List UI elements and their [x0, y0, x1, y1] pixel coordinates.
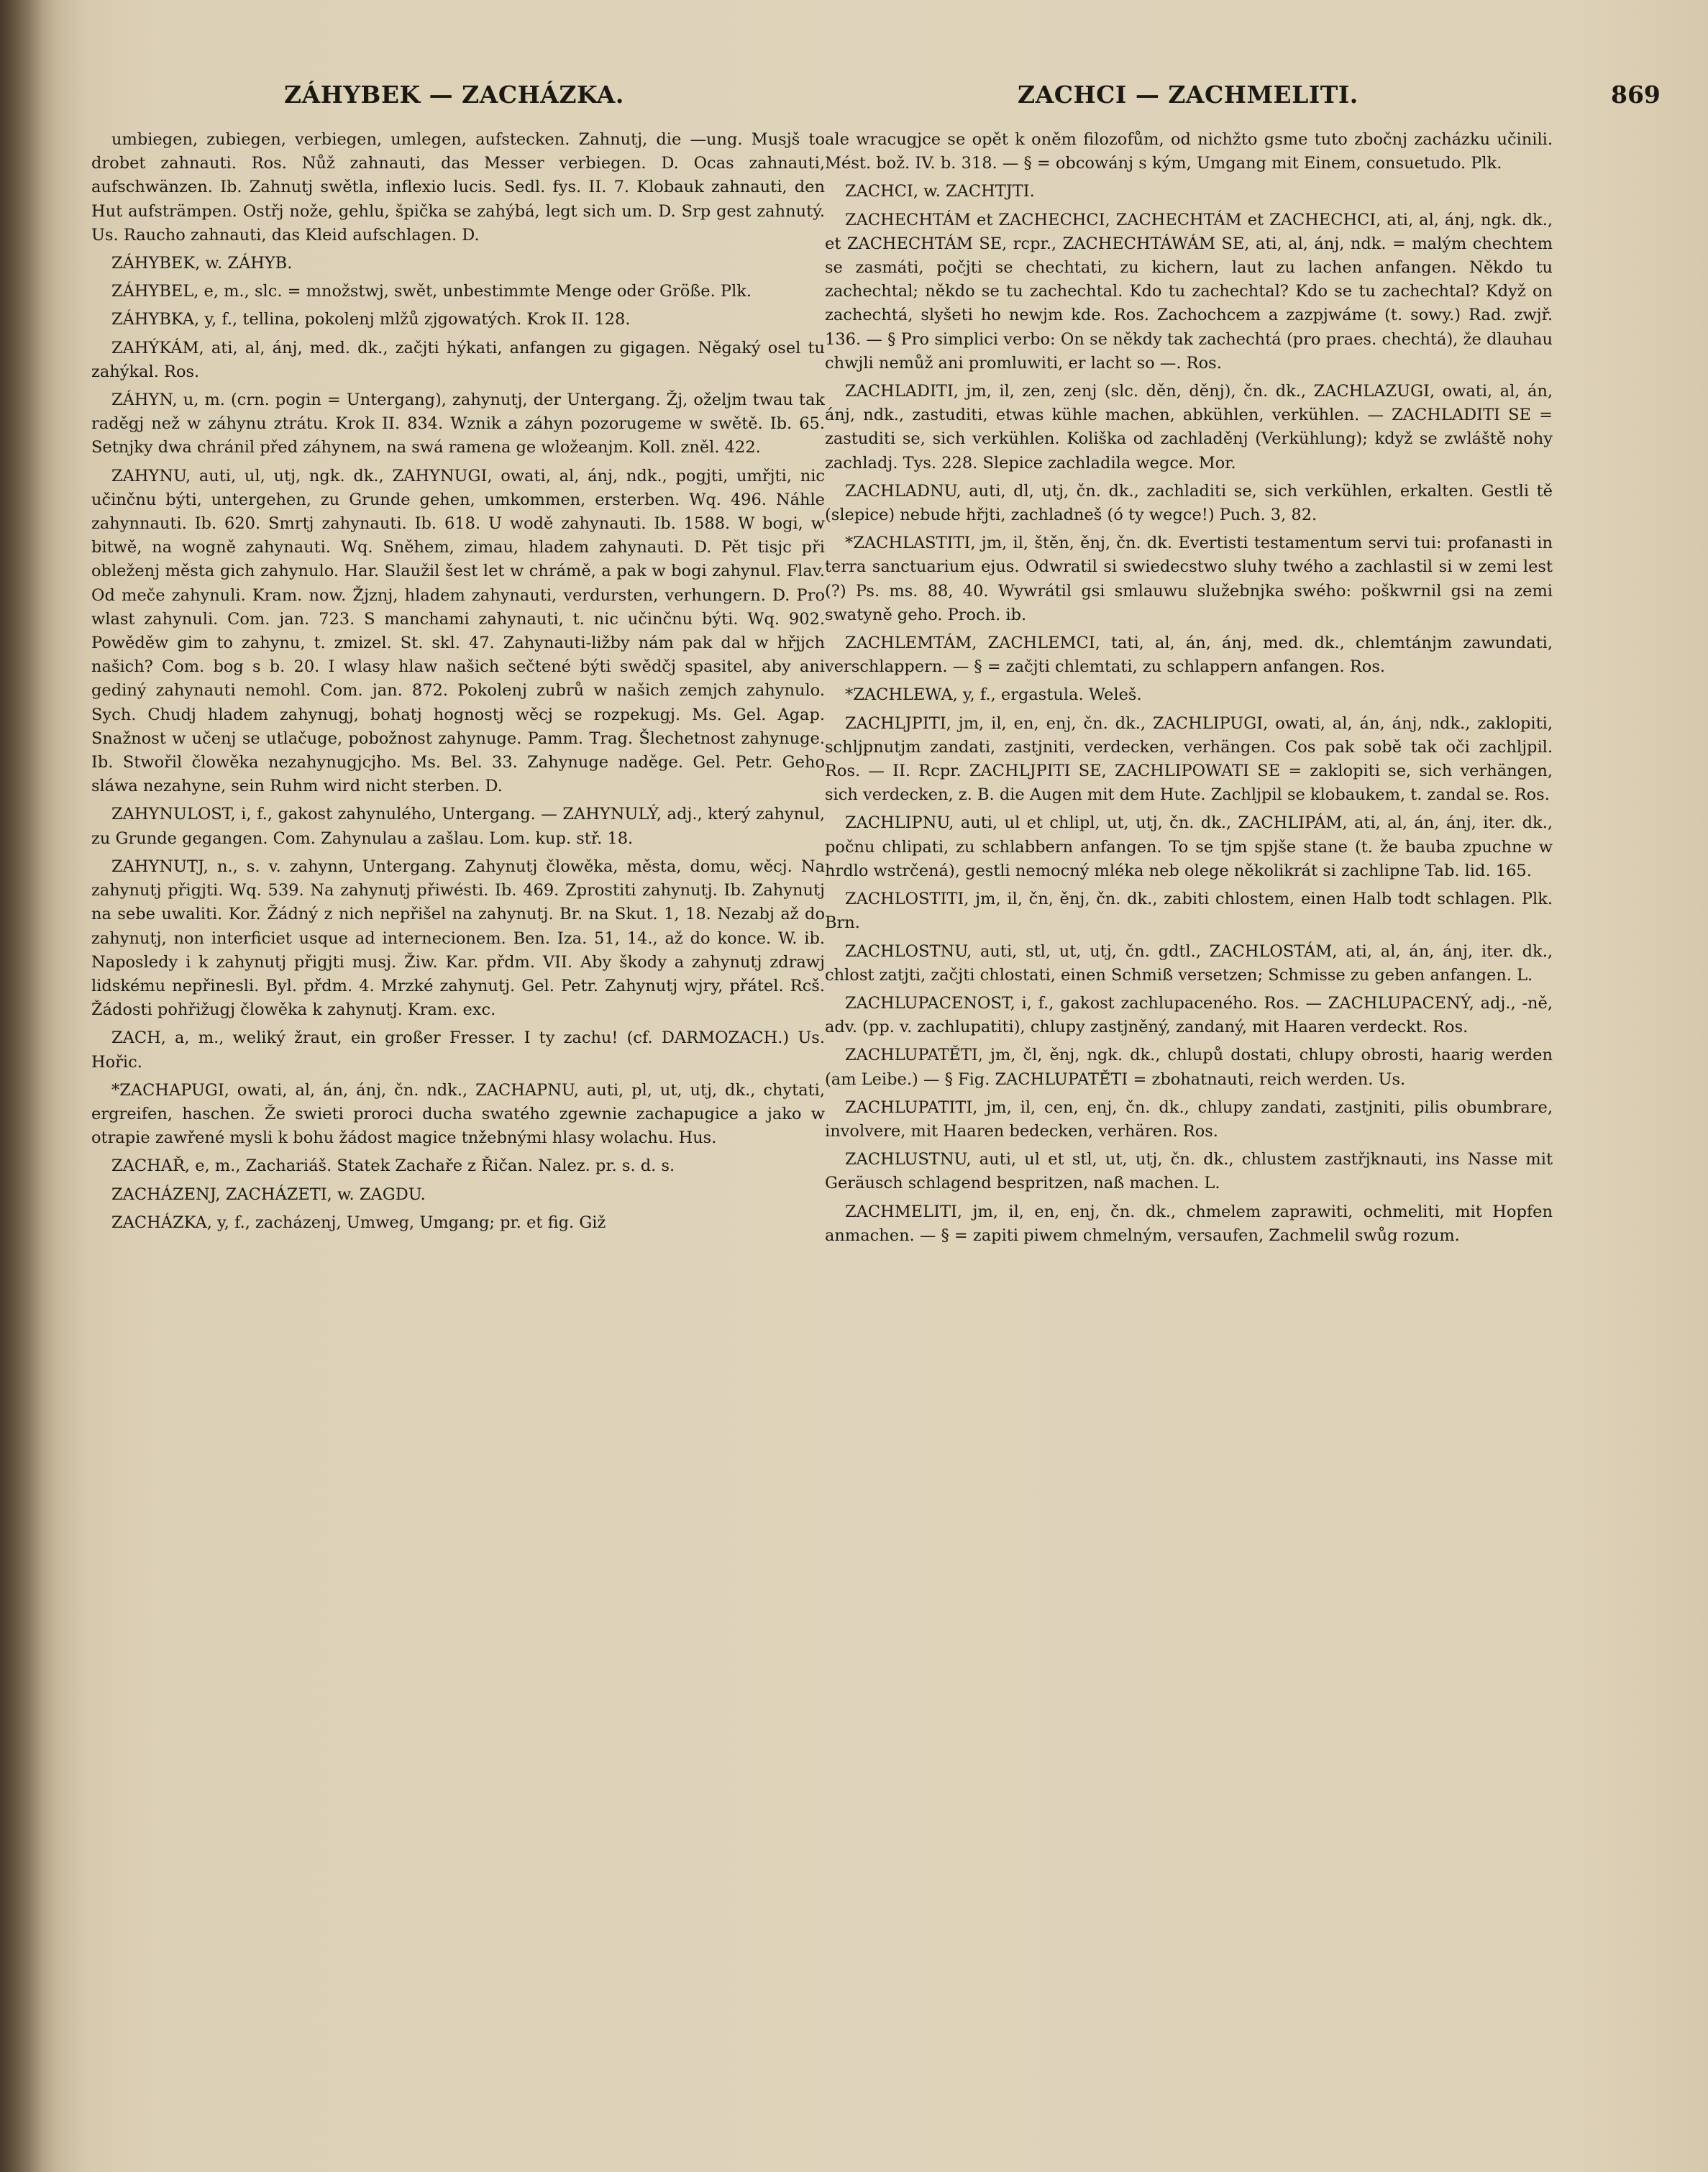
dictionary-entry: ZACHAŘ, e, m., Zachariáš. Statek Zachaře z Řičan. Nalez. pr. s. d. s. [111, 1156, 675, 1176]
dictionary-entry: ZACHLOSTITI, jm, il, čn, ěnj, čn. dk., zabiti chlostem, einen Halb todt schlagen. Plk. Brn. [825, 890, 1553, 933]
dictionary-entry: ZÁHYN, u, m. (crn. pogin = Untergang), zahynutj, der Untergang. Žj, oželjm twau tak raděgj než w záhynu ztrátu. Krok II. 834. Wznik a záhyn pozorugeme w swětě. Ib. 65. Setnjky dwa chránil před záhynem, na swá ramena ge wložeanjm. Koll. zněl. 422. [91, 391, 825, 457]
dictionary-entry: ZACHLUPACENOST, i, f., gakost zachlupaceného. Ros. — ZACHLUPACENÝ, adj., -ně, adv. (pp. v. zachlupatiti), chlupy zastjněný, zandaný, mit Haaren verdeckt. Ros. [825, 993, 1553, 1037]
dictionary-entry: *ZACHAPUGI, owati, al, án, ánj, čn. ndk., ZACHAPNU, auti, pl, ut, utj, dk., chytati, ergreifen, haschen. Že swieti proroci ducha swatého zgewnie zachapugice a jako w otrapie zawřené mysli k bohu žádost magice tnžebnými hlasy wolachu. Hus. [91, 1080, 825, 1148]
dictionary-entry: ZACHLOSTNU, auti, stl, ut, utj, čn. gdtl., ZACHLOSTÁM, ati, al, án, ánj, iter. dk., chlost zatjti, začjti chlostati, einen Schmiß versetzen; Schmisse zu geben anfangen. L. [825, 941, 1553, 985]
dictionary-entry: ZACHLEMTÁM, ZACHLEMCI, tati, al, án, ánj, med. dk., chlemtánjm zawundati, verschlappern. — § = začjti chlemtati, zu schlappern anfangen. Ros. [825, 634, 1553, 677]
dictionary-entry: ZAHÝKÁM, ati, al, ánj, med. dk., začjti hýkati, anfangen zu gigagen. Něgaký osel tu zahýkal. Ros. [91, 338, 825, 381]
dictionary-entry: ZACHMELITI, jm, il, en, enj, čn. dk., chmelem zaprawiti, ochmeliti, mit Hopfen anmachen. — § = zapiti piwem chmelným, versaufen, Zachmelil swůg rozum. [825, 1202, 1553, 1245]
dictionary-entry: ZACHLADITI, jm, il, zen, zenj (slc. děn, děnj), čn. dk., ZACHLAZUGI, owati, al, án, ánj, ndk., zastuditi, etwas kühle machen, abkühlen, verkühlen. — ZACHLADITI SE = zastuditi se, sich verkühlen. Koliška od zachladěnj (Verkühlung); když se zwláště nohy zachladj. Tys. 228. Slepice zachladila wegce. Mor. [825, 382, 1553, 473]
right-column [825, 128, 1553, 2142]
dictionary-entry: ZÁHYBEK, w. ZÁHYB. [111, 254, 293, 273]
left-column [91, 128, 825, 2142]
dictionary-entry: ZACHÁZENJ, ZACHÁZETI, w. ZAGDU. [111, 1185, 426, 1204]
dictionary-entry: ZÁHYBKA, y, f., tellina, pokolenj mlžů zjgowatých. Krok II. 128. [111, 310, 631, 329]
dictionary-entry: *ZACHLEWA, y, f., ergastula. Weleš. [845, 685, 1142, 705]
dictionary-entry: ZACHLUPATĚTI, jm, čl, ěnj, ngk. dk., chlupů dostati, chlupy obrosti, haarig werden (am Leibe.) — § Fig. ZACHLUPATĚTI = zbohatnauti, reich werden. Us. [825, 1046, 1553, 1089]
dictionary-entry: ZÁHYBEL, e, m., slc. = množstwj, swět, unbestimmte Menge oder Größe. Plk. [111, 282, 752, 301]
dictionary-entry: ZACHCI, w. ZACHTJTI. [845, 182, 1035, 201]
running-header-left: ZÁHYBEK — ZACHÁZKA. [284, 81, 624, 109]
page-number: 869 [1611, 81, 1661, 109]
dictionary-entry: ZAHYNUTJ, n., s. v. zahynn, Untergang. Zahynutj člowěka, města, domu, wěcj. Na zahynutj přigjti. Wq. 539. Na zahynutj přiwésti. Ib. 469. Zprostiti zahynutj. Ib. Zahynutj na sebe uwaliti. Kor. Žádný z nich nepřišel na zahynutj. Br. na Skut. 1, 18. Nezabj až do zahynutj, non interficiet usque ad internecionem. Ben. Iza. 51, 14., až do konce. W. ib. Naposledy i k zahynutj přigjti musj. Žiw. Kar. přdm. VII. Aby škody a zahynutj zdrawj lidskému nepřinesli. Byl. přdm. 4. Mrzké zahynutj. Gel. Petr. Zahynutj wjry, přátel. Rcš. Žádosti pohřižugj člowěka k zahynutj. Kram. exc. [91, 857, 825, 1020]
dictionary-entry: ZACHECHTÁM et ZACHECHCI, ZACHECHTÁM et ZACHECHCI, ati, al, ánj, ngk. dk., et ZACHECHTÁM SE, rcpr., ZACHECHTÁWÁM SE, ati, al, ánj, ndk. = malým chechtem se zasmáti, počjti se chechtati, zu kichern, laut zu lachen anfangen. Někdo tu zachechtal; někdo se tu zachechtal. Kdo tu zachechtal? Kdo se tu zachechtal? Když on zachechtá, slyšeti ho newjm kde. Ros. Zachochcem a zazpjwáme (t. sowy.) Rad. zwjř. 136. — § Pro simplici verbo: On se někdy tak zachechtá (pro praes. chechtá), že dlauhau chwjli nemůž ani promluwiti, er lacht so —. Ros. [825, 210, 1553, 373]
running-header-right: ZACHCI — ZACHMELITI. [1018, 81, 1358, 109]
binding-shadow [0, 0, 43, 2172]
dictionary-entry: ZACHLUPATITI, jm, il, cen, enj, čn. dk., chlupy zandati, zastjniti, pilis obumbrare, involvere, mit Haaren bedecken, verhären. Ros. [825, 1098, 1553, 1141]
dictionary-entry: ZACHLUSTNU, auti, ul et stl, ut, utj, čn. dk., chlustem zastřjknauti, ins Nasse mit Geräusch schlagend bespritzen, naß machen. L. [825, 1150, 1553, 1193]
dictionary-entry: ZACH, a, m., weliký žraut, ein großer Fresser. I ty zachu! (cf. DARMOZACH.) Us. Hořic. [91, 1028, 825, 1072]
dictionary-entry: ale wracugjce se opět k oněm filozofům, od nichžto gsme tuto zbočnj zacházku učinili. Mést. bož. IV. b. 318. — § = obcowánj s kým, Umgang mit Einem, consuetudo. Plk. [825, 130, 1553, 173]
dictionary-entry: ZACHLADNU, auti, dl, utj, čn. dk., zachladiti se, sich verkühlen, erkalten. Gestli tě (slepice) nebude hřjti, zachladneš (ó ty wegce!) Puch. 3, 82. [825, 481, 1553, 525]
dictionary-entry: *ZACHLASTITI, jm, il, štěn, ěnj, čn. dk. Evertisti testamentum servi tui: profanasti in terra sanctuarium ejus. Odwratil si swiedecstwo sluhy twého a zachlastil si w zemi lest (?) Ps. ms. 88, 40. Wywrátil gsi smlauwu služebnjka swého: poškwrnil gsi na zemi swatyně geho. Proch. ib. [825, 534, 1553, 624]
dictionary-entry: ZACHLJPITI, jm, il, en, enj, čn. dk., ZACHLIPUGI, owati, al, án, ánj, ndk., zaklopiti, schljpnutjm zandati, zastjniti, verdecken, verhängen. Cos pak sobě tak oči zachljpil. Ros. — II. Rcpr. ZACHLJPITI SE, ZACHLIPOWATI SE = zaklopiti se, sich verhängen, sich verdecken, z. B. die Augen mit dem Hute. Zachljpil se klobaukem, t. zandal se. Ros. [825, 713, 1553, 805]
dictionary-entry: umbiegen, zubiegen, verbiegen, umlegen, aufstecken. Zahnutj, die —ung. Musjš to drobet zahnauti. Ros. Nůž zahnauti, das Messer verbiegen. D. Ocas zahnauti, aufschwänzen. Ib. Zahnutj swětla, inflexio lucis. Sedl. fys. II. 7. Klobauk zahnauti, den Hut aufsträmpen. Ostřj nože, gehlu, špička se zahýbá, legt sich um. D. Srp gest zahnutý. Us. Raucho zahnauti, das Kleid aufschlagen. D. [91, 130, 825, 245]
dictionary-entry: ZAHYNU, auti, ul, utj, ngk. dk., ZAHYNUGI, owati, al, ánj, ndk., pogjti, umřjti, nic učinčnu býti, untergehen, zu Grunde gehen, umkommen, ersterben. Wq. 496. Náhle zahynnauti. Ib. 620. Smrtj zahynauti. Ib. 618. U wodě zahynauti. Ib. 1588. W bogi, w bitwě, na wogně zahynauti. Wq. Sněhem, zimau, hladem zahynauti. D. Pět tisjc při obleženj města gich zahynulo. Har. Slaužil šest let w chrámě, a pak w bogi zahynul. Flav. Od meče zahynuli. Kram. now. Žjznj, hladem zahynauti, verdursten, verhungern. D. Pro wlast zahynuli. Com. jan. 723. S manchami zahynauti, t. nic učinčnu býti. Wq. 902. Powěděw gim to zahynu, t. zmizel. St. skl. 47. Zahynauti-ližby nám pak dal w hřjjch našich? Com. bog s b. 20. I wlasy hlaw našich sečtené býti swědčj spasitel, aby ani gediný zahynauti nemohl. Com. jan. 872. Pokolenj zubrů w našich zemjch zahynulo. Sych. Chudj hladem zahynugj, bohatj hognostj wěcj se rozpekugj. Ms. Gel. Agap. Snažnost w učenj se utlačuge, pobožnost zahynuge. Pamm. Trag. Šlechetnost zahynuge. Ib. Stwořil člowěka nezahynugjcjho. Ms. Bel. 33. Zahynuge naděge. Gel. Petr. Geho sláwa nezahyne, sein Ruhm wird nicht sterben. D. [91, 466, 825, 796]
dictionary-entry: ZAHYNULOST, i, f., gakost zahynulého, Untergang. — ZAHYNULÝ, adj., který zahynul, zu Grunde gegangen. Com. Zahynulau a zašlau. Lom. kup. stř. 18. [91, 805, 825, 848]
dictionary-entry: ZACHÁZKA, y, f., zacházenj, Umweg, Umgang; pr. et fig. Giž [111, 1213, 606, 1232]
dictionary-entry: ZACHLIPNU, auti, ul et chlipl, ut, utj, čn. dk., ZACHLIPÁM, ati, al, án, ánj, iter. dk., počnu chlipati, zu schlabbern anfangen. To se tjm spjše stane (t. že bauba zpuchne w hrdlo wstrčená), gestli nemocný mléka neb olege několikrát si zachlipne Tab. lid. 165. [825, 813, 1553, 880]
